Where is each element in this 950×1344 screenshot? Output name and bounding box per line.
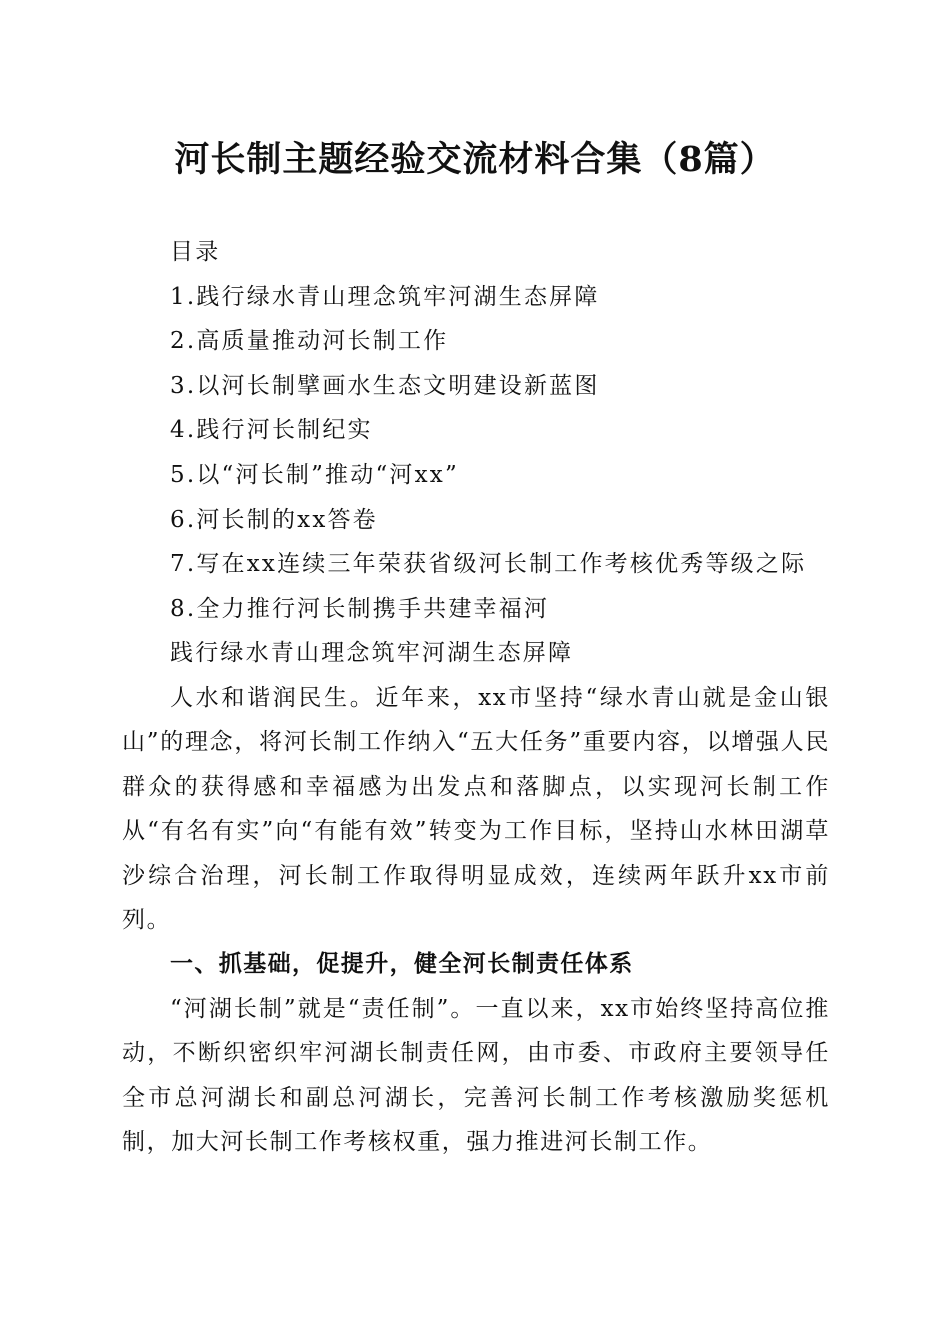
toc-item: 8.全力推行河长制携手共建幸福河 [170,595,550,622]
toc-item: 4.践行河长制纪实 [170,417,373,444]
toc-item: 5.以“河长制”推动“河xx” [170,461,459,488]
toc-item: 1.践行绿水青山理念筑牢河湖生态屏障 [170,283,600,310]
section-heading: 一、抓基础，促提升，健全河长制责任体系 [170,951,634,978]
toc-item: 2.高质量推动河长制工作 [170,328,449,355]
document-title: 河长制主题经验交流材料合集（8篇） [174,139,776,180]
table-of-contents [170,230,890,676]
section-paragraph: “河湖长制”就是“责任制”。一直以来，xx市始终坚持高位推动，不断织密织牢河湖长制责任网，由市委、市政府主要领导任全市总河湖长和副总河湖长，完善河长制工作考核激励奖惩机制，加大河长制工作考核权重，强力推进河长制工作。 [122,995,830,1156]
article-title: 践行绿水青山理念筑牢河湖生态屏障 [170,640,574,667]
toc-item: 6.河长制的xx答卷 [170,506,378,533]
article-body [122,676,830,1164]
toc-item: 3.以河长制擘画水生态文明建设新蓝图 [170,372,600,399]
intro-paragraph: 人水和谐润民生。近年来，xx市坚持“绿水青山就是金山银山”的理念，将河长制工作纳入“五大任务”重要内容，以增强人民群众的获得感和幸福感为出发点和落脚点，以实现河长制工作从“有名有实”向“有能有效”转变为工作目标，坚持山水林田湖草沙综合治理，河长制工作取得明显成效，连续两年跃升xx市前列。 [122,685,830,934]
toc-heading: 目录 [170,239,221,265]
toc-item: 7.写在xx连续三年荣获省级河长制工作考核优秀等级之际 [170,551,807,578]
